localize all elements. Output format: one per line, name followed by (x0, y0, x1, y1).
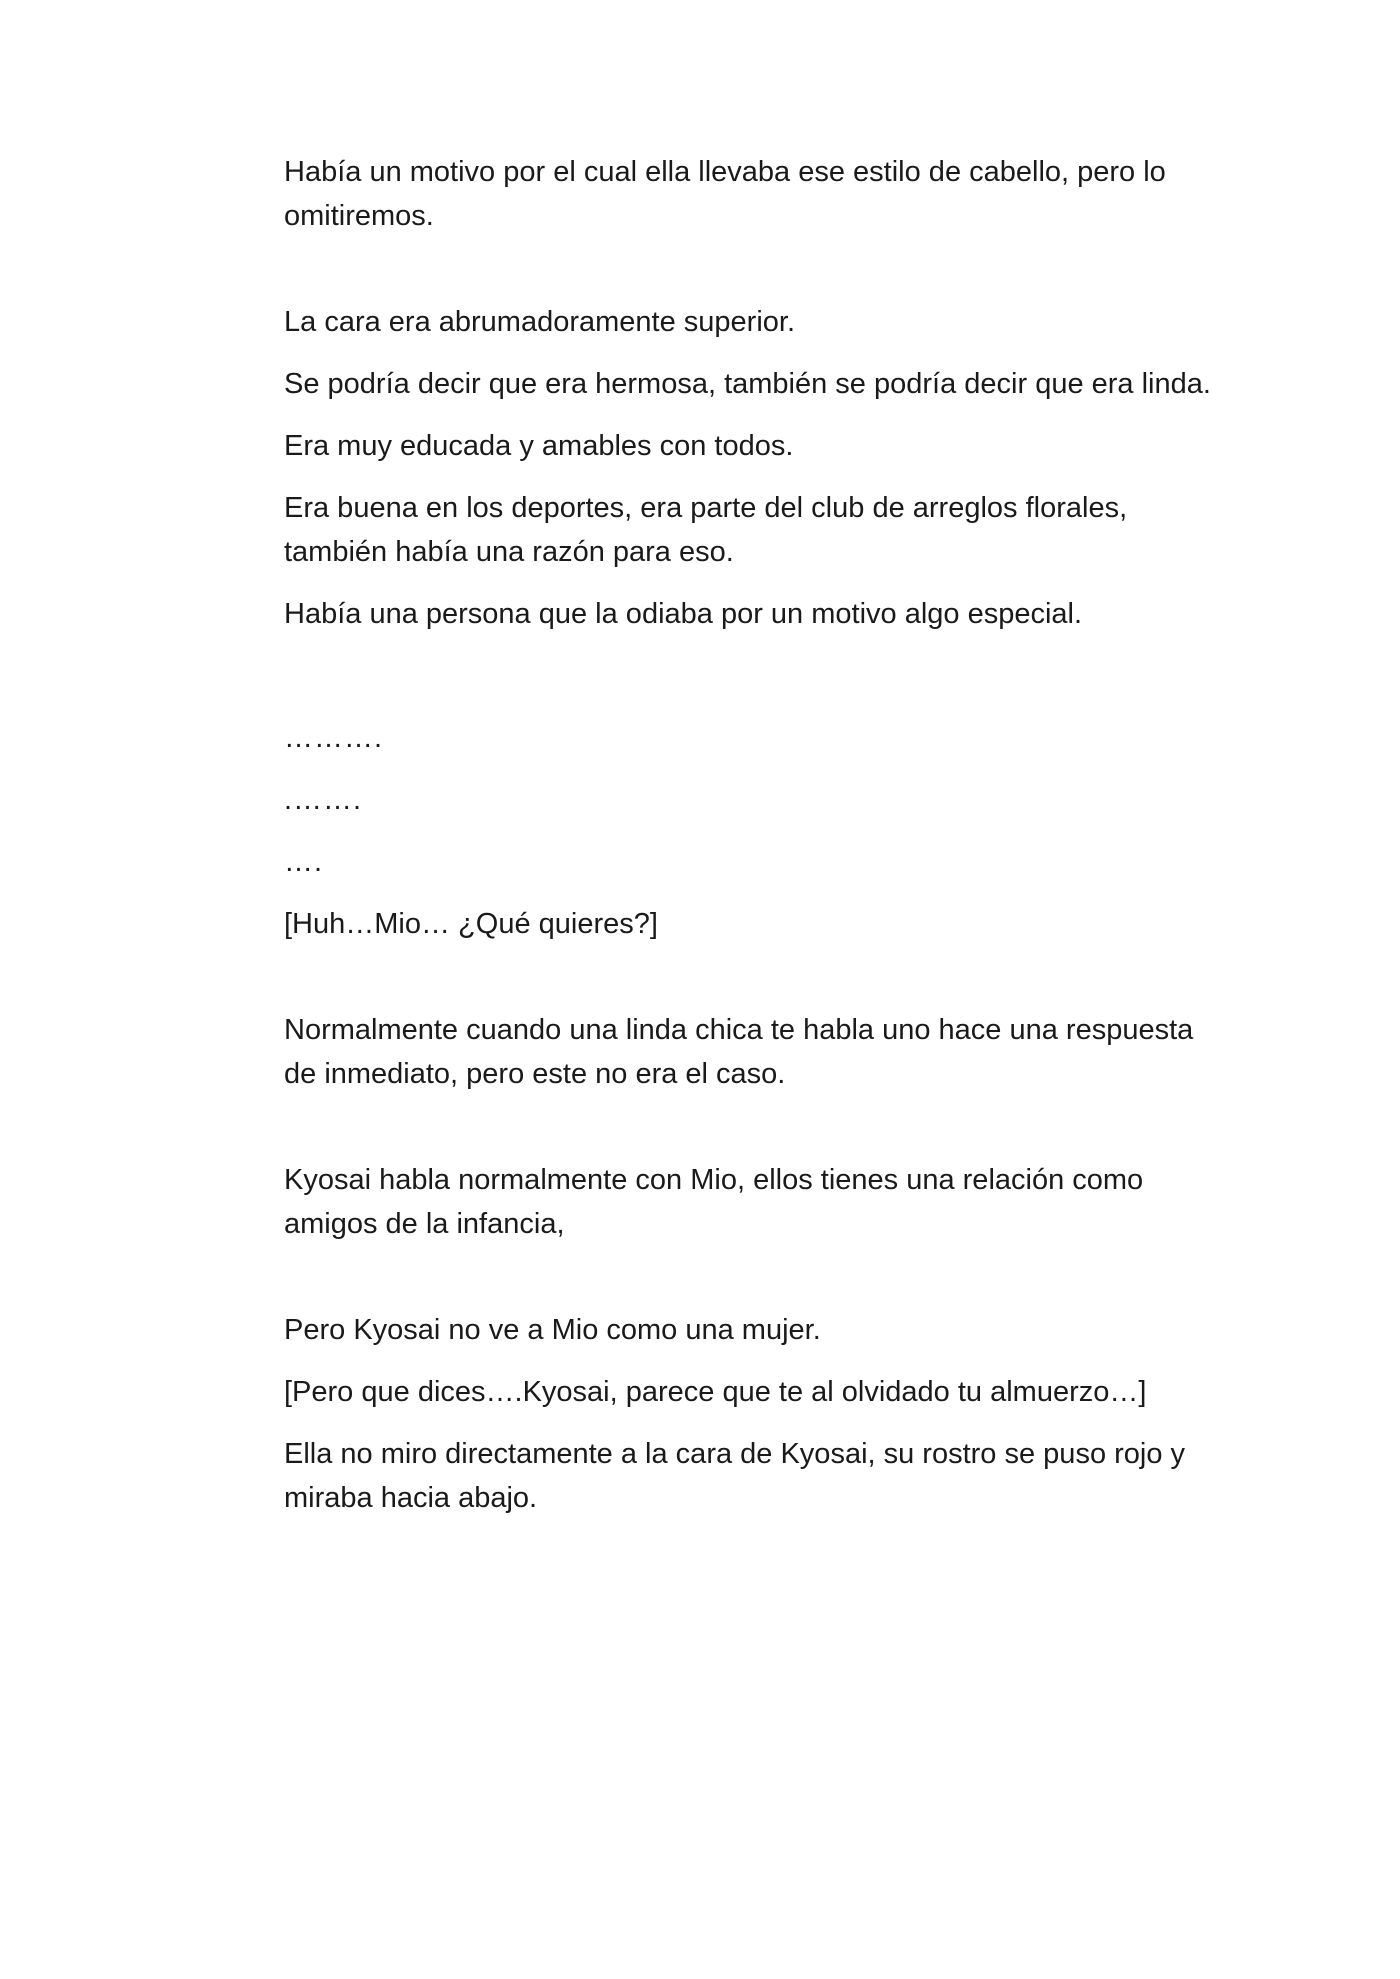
document-body (284, 150, 1224, 1538)
ellipsis-line: .……. (284, 784, 363, 816)
dialogue-line: [Pero que dices….Kyosai, parece que te al olvidado tu almuerzo…] (284, 1376, 1147, 1408)
ellipsis-line: ………. (284, 722, 384, 754)
paragraph: Normalmente cuando una linda chica te habla uno hace una respuesta de inmediato, pero este no era el caso. (284, 1014, 1194, 1090)
dialogue-line: [Huh…Mio… ¿Qué quieres?] (284, 908, 658, 940)
paragraph: Había un motivo por el cual ella llevaba ese estilo de cabello, pero lo omitiremos. (284, 156, 1166, 232)
paragraph: Había una persona que la odiaba por un motivo algo especial. (284, 598, 1083, 630)
paragraph: La cara era abrumadoramente superior. (284, 306, 796, 338)
paragraph: Kyosai habla normalmente con Mio, ellos tienes una relación como amigos de la infancia, (284, 1164, 1144, 1240)
paragraph: Pero Kyosai no ve a Mio como una mujer. (284, 1314, 821, 1346)
paragraph: Ella no miro directamente a la cara de Kyosai, su rostro se puso rojo y miraba hacia abajo. (284, 1438, 1186, 1514)
paragraph: Era buena en los deportes, era parte del club de arreglos florales, también había una razón para eso. (284, 492, 1128, 568)
ellipsis-line: …. (284, 846, 324, 878)
paragraph: Era muy educada y amables con todos. (284, 430, 794, 462)
paragraph: Se podría decir que era hermosa, también se podría decir que era linda. (284, 368, 1211, 400)
